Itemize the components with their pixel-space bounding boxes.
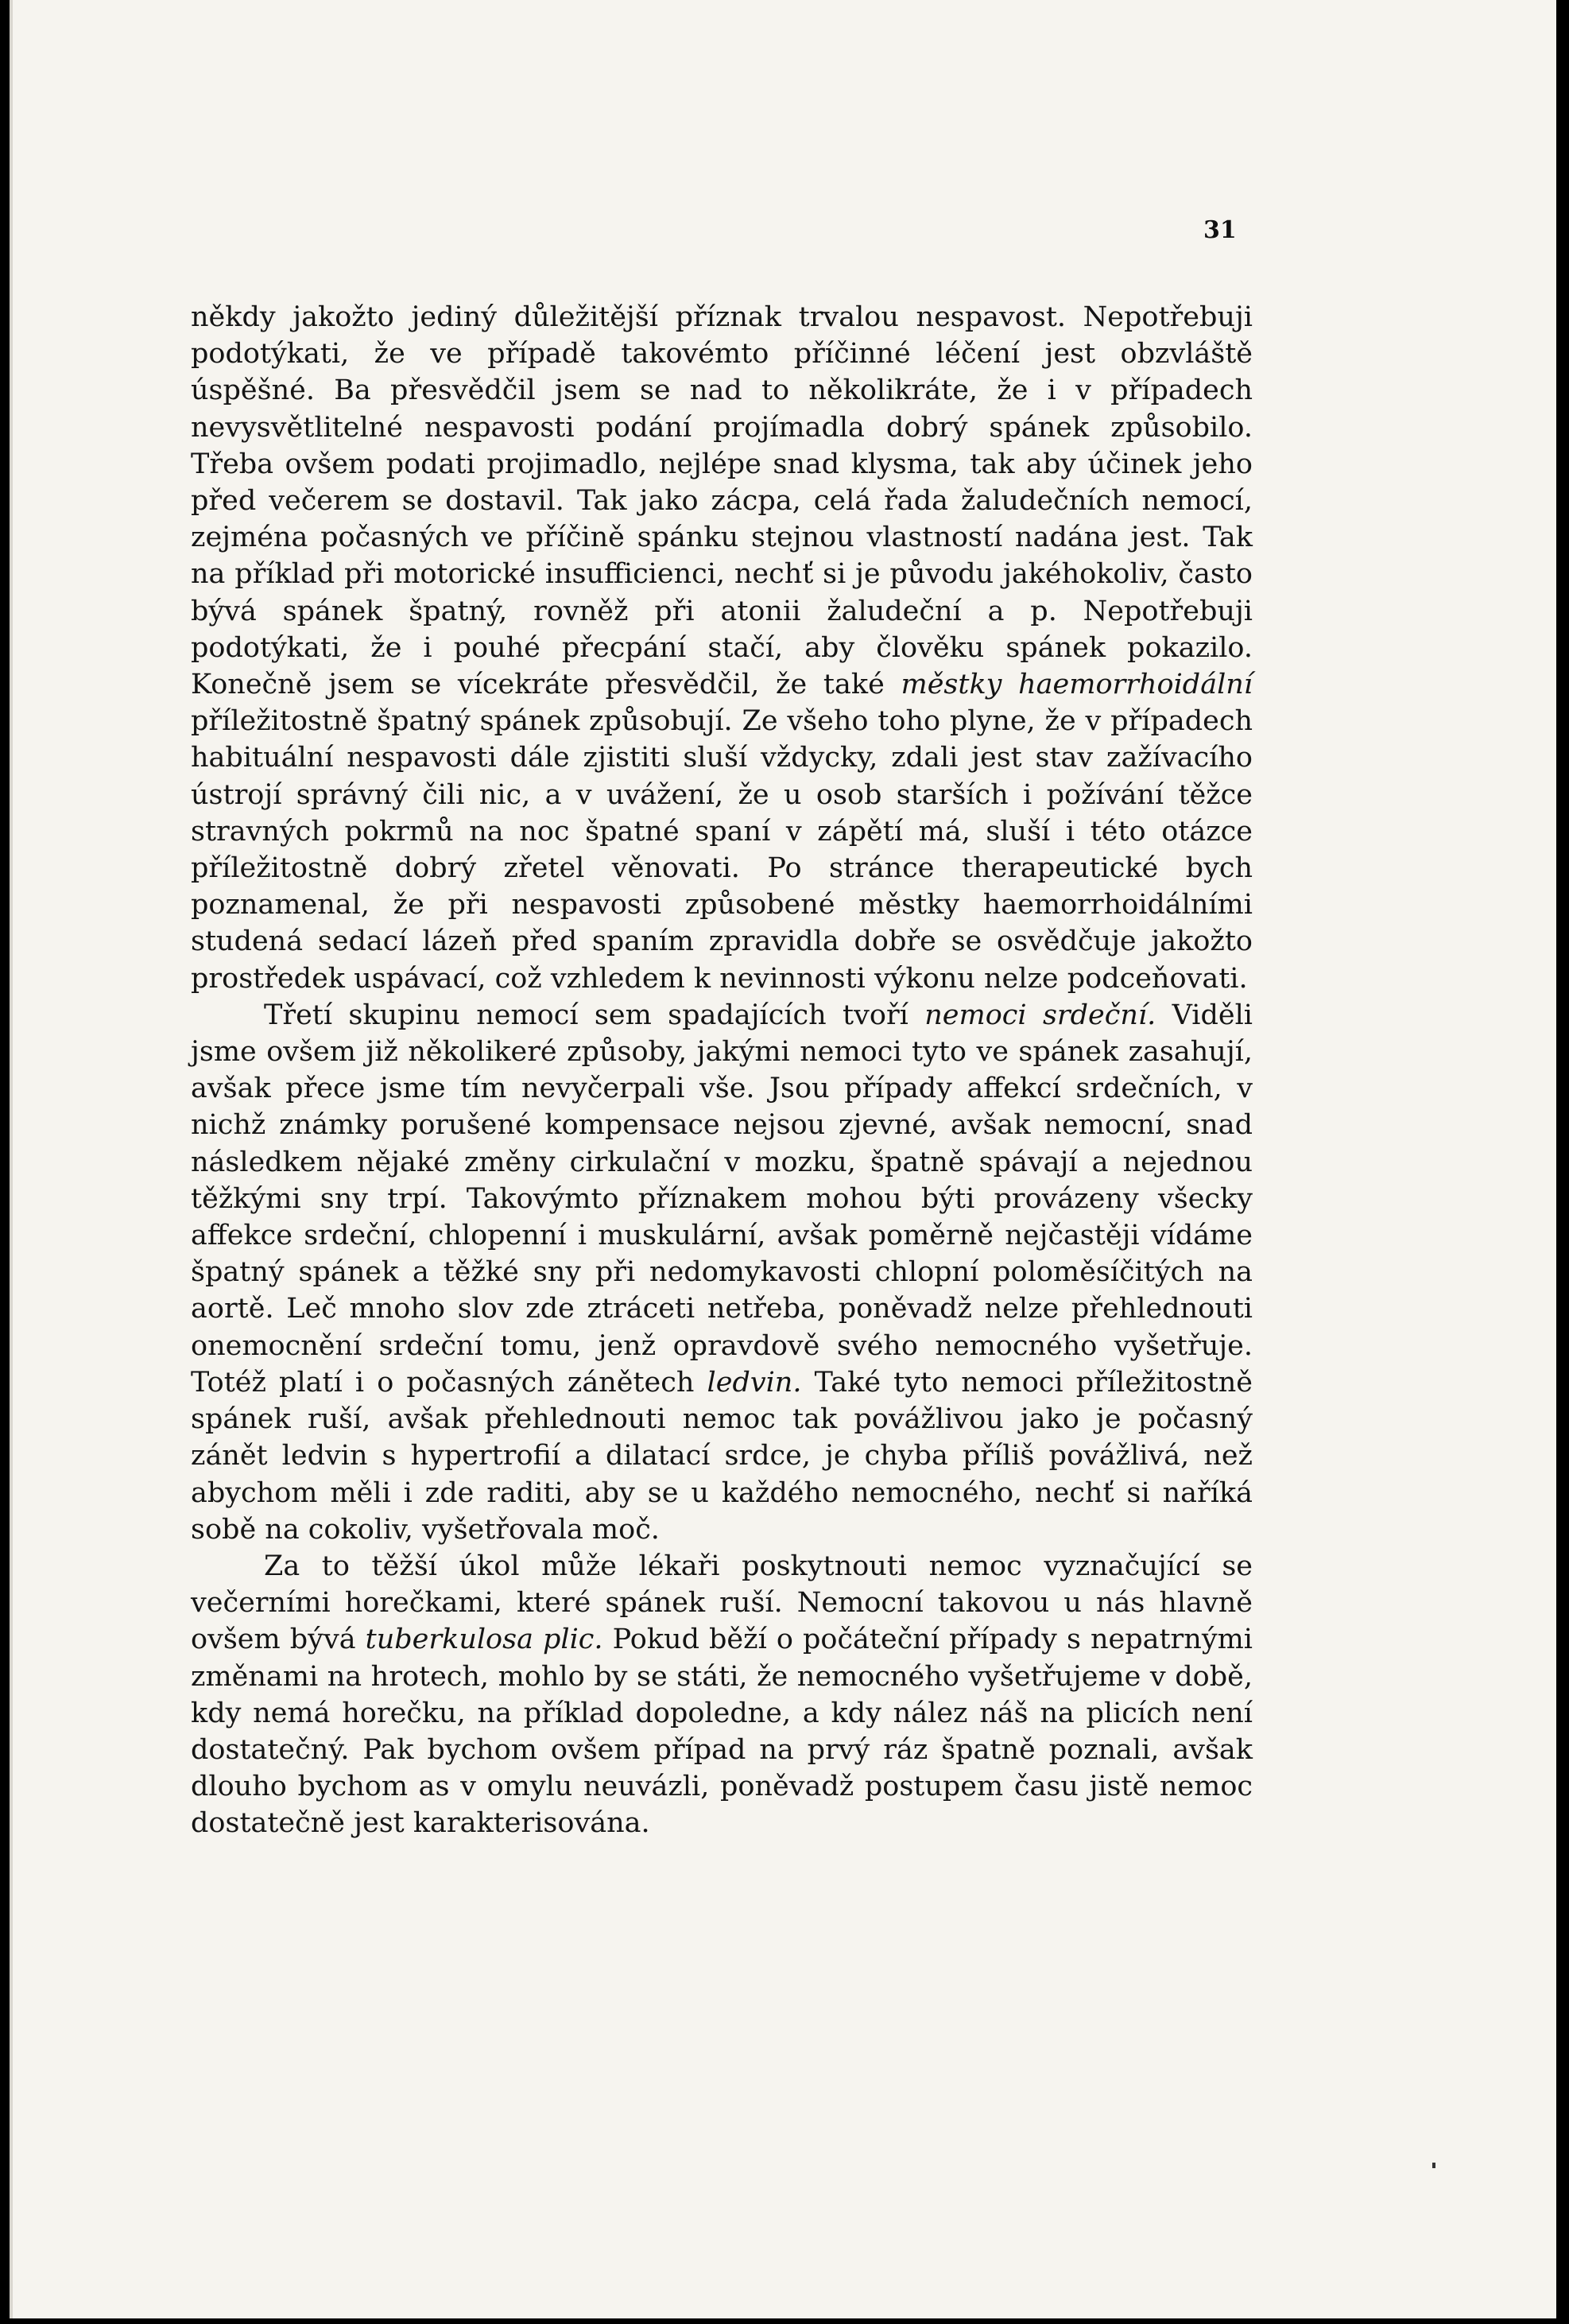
print-speck — [1432, 2163, 1435, 2168]
text-run: někdy jakožto jediný důležitější příznak trvalou nespavost. Nepotřebuji podotýkati, že ve případě takovémto příčinné léčení jest obzvláště úspěšné. Ba přesvědčil jsem se nad to několikráte, že i v případech nevysvětlitelné nespavosti podání projímadla dobrý spánek způsobilo. Třeba ovšem podati projimadlo, nejlépe snad klysma, tak aby účinek jeho před večerem se dostavil. Tak jako zácpa, celá řada žaludečních nemocí, zejména počasných ve příčině spánku stejnou vlastností nadána jest. Tak na příklad při motorické insufficienci, nechť si je původu jakéhokoliv, často bývá spánek špatný, rovněž při atonii žaludeční a p. Nepotřebuji podotýkati, že i pouhé přecpání stačí, aby člověku spánek pokazilo. Konečně jsem se vícekráte přesvědčil, že také — [191, 301, 1253, 701]
text-run: Viděli jsme ovšem již několikeré způsoby, jakými nemoci tyto ve spánek zasahují, avšak přece jsme tím nevyčerpali vše. Jsou případy affekcí srdečních, v nichž známky porušené kompensace nejsou zjevné, avšak nemocní, snad následkem nějaké změny cirkulační v mozku, špatně spávají a nejednou těžkými sny trpí. Takovýmto příznakem mohou býti provázeny všecky affekce srdeční, chlopenní i muskulární, avšak poměrně nejčastěji vídáme špatný spánek a těžké sny při nedomykavosti chlopní poloměsíčitých na aortě. Leč mnoho slov zde ztráceti netřeba, poněvadž nelze přehlednouti onemocnění srdeční tomu, jenž opravdově svého nemocného vyšetřuje. Totéž platí i o počasných zánětech — [191, 999, 1253, 1399]
text-run: Pokud běží o počáteční případy s nepatrnými změnami na hrotech, mohlo by se státi, že nemocného vyšetřujeme v době, kdy nemá horečku, na příklad dopoledne, a kdy nález náš na plicích není dostatečný. Pak bychom ovšem případ na prvý ráz špatně poznali, avšak dlouho bychom as v omylu neuvázli, poněvadž postupem času jistě nemoc dostatečně jest karakterisována. — [191, 1624, 1253, 1840]
body-text — [191, 299, 1253, 1842]
text-run: příležitostně špatný spánek způsobují. Ze všeho toho plyne, že v případech habituální nespavosti dále zjistiti sluší vždycky, zdali jest stav zažívacího ústrojí správný čili nic, a v uvážení, že u osob starších i požívání těžce stravných pokrmů na noc špatné spaní v zápětí má, sluší i této otázce příležitostně dobrý zřetel věnovati. Po stránce therapeutické bych poznamenal, že při nespavosti způsobené městky haemorrhoidálními studená sedací lázeň před spaním zpravidla dobře se osvědčuje jakožto prostředek uspávací, což vzhledem k nevinnosti výkonu nelze podceňovati. — [191, 705, 1253, 995]
emphasized-term: městky haemorrhoidální — [901, 669, 1253, 701]
text-run: Třetí skupinu nemocí sem spadajících tvoří — [264, 999, 925, 1031]
page-edge — [10, 0, 13, 2318]
text-run: Také tyto nemoci příležitostně spánek ruší, avšak přehlednouti nemoc tak povážlivou jako je počasný zánět ledvin s hypertrofií a dilatací srdce, je chyba příliš povážlivá, než abychom měli i zde raditi, aby se u každého nemocného, nechť si naříká sobě na cokoliv, vyšetřovala moč. — [191, 1366, 1253, 1546]
emphasized-term: tuberkulosa plic. — [365, 1624, 603, 1656]
page-number: 31 — [1203, 216, 1237, 244]
emphasized-term: ledvin. — [707, 1366, 802, 1399]
text-run: Za to těžší úkol může lékaři poskytnouti nemoc vyznačující se večerními horečkami, které spánek ruší. Nemocní takovou u nás hlavně ovšem bývá — [191, 1550, 1253, 1656]
book-page — [10, 0, 1556, 2318]
paragraph — [191, 997, 1253, 1548]
emphasized-term: nemoci srdeční. — [924, 999, 1156, 1031]
paragraph — [191, 1548, 1253, 1842]
paragraph — [191, 299, 1253, 997]
